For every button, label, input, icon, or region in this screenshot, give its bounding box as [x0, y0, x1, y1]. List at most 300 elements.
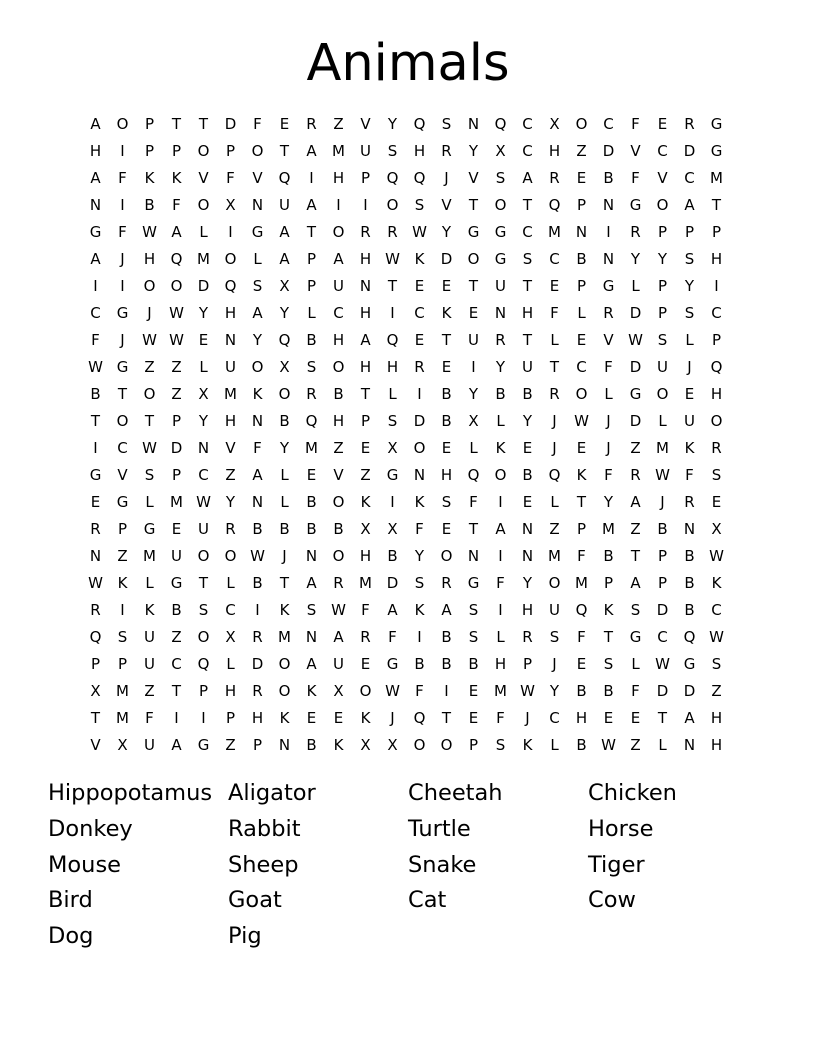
- grid-letter[interactable]: G: [89, 466, 102, 484]
- grid-letter[interactable]: P: [252, 736, 263, 754]
- grid-letter[interactable]: K: [360, 709, 371, 727]
- grid-letter[interactable]: C: [549, 250, 560, 268]
- grid-letter[interactable]: G: [116, 493, 129, 511]
- grid-letter[interactable]: Y: [657, 250, 668, 268]
- grid-letter[interactable]: O: [197, 547, 210, 565]
- grid-letter[interactable]: P: [684, 223, 695, 241]
- grid-letter[interactable]: H: [710, 250, 723, 268]
- grid-letter[interactable]: N: [359, 277, 372, 295]
- grid-letter[interactable]: L: [253, 250, 262, 268]
- grid-letter[interactable]: B: [684, 547, 695, 565]
- grid-letter[interactable]: U: [468, 331, 479, 349]
- grid-letter[interactable]: M: [656, 439, 669, 457]
- grid-letter[interactable]: K: [144, 601, 155, 619]
- grid-letter[interactable]: D: [602, 142, 615, 160]
- grid-letter[interactable]: G: [251, 223, 264, 241]
- grid-letter[interactable]: P: [603, 574, 614, 592]
- grid-letter[interactable]: Z: [549, 520, 560, 538]
- grid-letter[interactable]: U: [333, 277, 344, 295]
- grid-letter[interactable]: L: [145, 574, 154, 592]
- grid-letter[interactable]: E: [306, 709, 317, 727]
- grid-letter[interactable]: U: [225, 358, 236, 376]
- grid-letter[interactable]: C: [198, 466, 209, 484]
- grid-letter[interactable]: A: [90, 250, 101, 268]
- grid-letter[interactable]: H: [413, 142, 426, 160]
- grid-letter[interactable]: C: [117, 439, 128, 457]
- grid-letter[interactable]: H: [89, 142, 102, 160]
- grid-letter[interactable]: S: [630, 601, 641, 619]
- grid-letter[interactable]: O: [116, 115, 129, 133]
- grid-letter[interactable]: P: [657, 277, 668, 295]
- grid-letter[interactable]: I: [390, 493, 395, 511]
- grid-letter[interactable]: X: [387, 520, 398, 538]
- grid-letter[interactable]: V: [225, 439, 236, 457]
- grid-letter[interactable]: N: [467, 115, 480, 133]
- grid-letter[interactable]: O: [332, 547, 345, 565]
- grid-letter[interactable]: B: [576, 736, 587, 754]
- grid-letter[interactable]: O: [143, 385, 156, 403]
- grid-letter[interactable]: W: [142, 439, 157, 457]
- grid-letter[interactable]: U: [522, 358, 533, 376]
- grid-letter[interactable]: H: [224, 412, 237, 430]
- grid-letter[interactable]: C: [522, 142, 533, 160]
- grid-letter[interactable]: J: [147, 304, 152, 322]
- grid-letter[interactable]: Y: [549, 682, 560, 700]
- grid-letter[interactable]: P: [144, 115, 155, 133]
- grid-letter[interactable]: S: [387, 142, 398, 160]
- grid-letter[interactable]: F: [496, 709, 505, 727]
- grid-letter[interactable]: Z: [171, 358, 182, 376]
- grid-letter[interactable]: G: [467, 223, 480, 241]
- grid-letter[interactable]: E: [414, 331, 425, 349]
- grid-letter[interactable]: G: [116, 304, 129, 322]
- grid-letter[interactable]: D: [629, 358, 642, 376]
- grid-letter[interactable]: K: [333, 736, 344, 754]
- grid-letter[interactable]: W: [412, 223, 427, 241]
- grid-letter[interactable]: S: [684, 304, 695, 322]
- grid-letter[interactable]: B: [279, 520, 290, 538]
- grid-letter[interactable]: I: [336, 196, 341, 214]
- grid-letter[interactable]: Q: [548, 466, 561, 484]
- grid-letter[interactable]: F: [631, 682, 640, 700]
- grid-letter[interactable]: P: [171, 466, 182, 484]
- grid-letter[interactable]: F: [388, 628, 397, 646]
- grid-letter[interactable]: H: [710, 709, 723, 727]
- grid-letter[interactable]: J: [552, 439, 557, 457]
- grid-letter[interactable]: M: [494, 682, 507, 700]
- grid-letter[interactable]: X: [360, 520, 371, 538]
- grid-letter[interactable]: L: [226, 574, 235, 592]
- grid-letter[interactable]: Z: [333, 439, 344, 457]
- grid-letter[interactable]: Z: [576, 142, 587, 160]
- grid-letter[interactable]: U: [198, 520, 209, 538]
- grid-letter[interactable]: T: [171, 115, 182, 133]
- grid-letter[interactable]: Q: [170, 250, 183, 268]
- grid-letter[interactable]: B: [603, 682, 614, 700]
- grid-letter[interactable]: A: [171, 223, 182, 241]
- grid-letter[interactable]: F: [604, 358, 613, 376]
- grid-letter[interactable]: O: [251, 358, 264, 376]
- grid-letter[interactable]: L: [577, 304, 586, 322]
- grid-letter[interactable]: C: [90, 304, 101, 322]
- grid-letter[interactable]: O: [224, 250, 237, 268]
- grid-letter[interactable]: D: [413, 412, 426, 430]
- grid-letter[interactable]: K: [144, 169, 155, 187]
- grid-letter[interactable]: N: [278, 736, 291, 754]
- grid-letter[interactable]: N: [494, 304, 507, 322]
- grid-letter[interactable]: L: [145, 493, 154, 511]
- grid-letter[interactable]: Q: [683, 628, 696, 646]
- grid-letter[interactable]: T: [387, 277, 398, 295]
- grid-letter[interactable]: L: [388, 385, 397, 403]
- grid-letter[interactable]: I: [498, 493, 503, 511]
- grid-letter[interactable]: B: [279, 412, 290, 430]
- grid-letter[interactable]: O: [116, 412, 129, 430]
- grid-letter[interactable]: Y: [225, 493, 236, 511]
- grid-letter[interactable]: W: [88, 358, 103, 376]
- grid-letter[interactable]: Y: [495, 358, 506, 376]
- grid-letter[interactable]: V: [468, 169, 479, 187]
- grid-letter[interactable]: E: [198, 331, 209, 349]
- grid-letter[interactable]: E: [333, 709, 344, 727]
- grid-letter[interactable]: J: [660, 493, 665, 511]
- grid-letter[interactable]: I: [174, 709, 179, 727]
- grid-letter[interactable]: Q: [278, 169, 291, 187]
- grid-letter[interactable]: Y: [279, 304, 290, 322]
- grid-letter[interactable]: W: [169, 331, 184, 349]
- grid-letter[interactable]: O: [386, 196, 399, 214]
- grid-letter[interactable]: P: [657, 574, 668, 592]
- grid-letter[interactable]: M: [305, 439, 318, 457]
- grid-letter[interactable]: H: [494, 655, 507, 673]
- grid-letter[interactable]: A: [306, 142, 317, 160]
- grid-letter[interactable]: B: [603, 169, 614, 187]
- grid-letter[interactable]: I: [606, 223, 611, 241]
- grid-letter[interactable]: P: [90, 655, 101, 673]
- grid-letter[interactable]: D: [656, 601, 669, 619]
- grid-letter[interactable]: U: [171, 547, 182, 565]
- grid-letter[interactable]: W: [142, 223, 157, 241]
- grid-letter[interactable]: X: [225, 628, 236, 646]
- grid-letter[interactable]: O: [332, 223, 345, 241]
- grid-letter[interactable]: Q: [386, 331, 399, 349]
- grid-letter[interactable]: S: [657, 331, 668, 349]
- grid-letter[interactable]: Y: [522, 574, 533, 592]
- grid-letter[interactable]: I: [120, 277, 125, 295]
- grid-letter[interactable]: M: [116, 709, 129, 727]
- grid-letter[interactable]: P: [306, 250, 317, 268]
- grid-letter[interactable]: R: [333, 574, 344, 592]
- grid-letter[interactable]: T: [603, 628, 614, 646]
- grid-letter[interactable]: L: [280, 466, 289, 484]
- grid-letter[interactable]: F: [118, 223, 127, 241]
- grid-letter[interactable]: R: [360, 628, 371, 646]
- grid-letter[interactable]: T: [522, 196, 533, 214]
- grid-letter[interactable]: I: [228, 223, 233, 241]
- grid-letter[interactable]: O: [656, 385, 669, 403]
- grid-letter[interactable]: X: [225, 196, 236, 214]
- grid-letter[interactable]: M: [710, 169, 723, 187]
- grid-letter[interactable]: X: [279, 358, 290, 376]
- grid-letter[interactable]: C: [684, 169, 695, 187]
- grid-letter[interactable]: O: [359, 682, 372, 700]
- grid-letter[interactable]: D: [251, 655, 264, 673]
- grid-letter[interactable]: E: [360, 655, 371, 673]
- grid-letter[interactable]: F: [685, 466, 694, 484]
- grid-letter[interactable]: M: [224, 385, 237, 403]
- grid-letter[interactable]: O: [251, 142, 264, 160]
- grid-letter[interactable]: B: [495, 385, 506, 403]
- grid-letter[interactable]: N: [521, 547, 534, 565]
- grid-letter[interactable]: K: [414, 601, 425, 619]
- grid-letter[interactable]: V: [90, 736, 101, 754]
- grid-letter[interactable]: O: [170, 277, 183, 295]
- grid-letter[interactable]: R: [441, 574, 452, 592]
- grid-letter[interactable]: N: [224, 331, 237, 349]
- grid-letter[interactable]: A: [306, 655, 317, 673]
- grid-letter[interactable]: Q: [413, 115, 426, 133]
- grid-letter[interactable]: X: [387, 439, 398, 457]
- grid-letter[interactable]: A: [441, 601, 452, 619]
- grid-letter[interactable]: Q: [494, 115, 507, 133]
- grid-letter[interactable]: O: [575, 115, 588, 133]
- grid-letter[interactable]: M: [548, 223, 561, 241]
- grid-letter[interactable]: E: [468, 682, 479, 700]
- grid-letter[interactable]: H: [548, 142, 561, 160]
- grid-letter[interactable]: B: [441, 628, 452, 646]
- grid-letter[interactable]: B: [306, 520, 317, 538]
- grid-letter[interactable]: A: [171, 736, 182, 754]
- grid-letter[interactable]: O: [467, 250, 480, 268]
- grid-letter[interactable]: B: [306, 736, 317, 754]
- grid-letter[interactable]: C: [711, 601, 722, 619]
- grid-letter[interactable]: I: [417, 385, 422, 403]
- grid-letter[interactable]: N: [251, 493, 264, 511]
- grid-letter[interactable]: L: [469, 439, 478, 457]
- grid-letter[interactable]: W: [709, 547, 724, 565]
- grid-letter[interactable]: R: [252, 628, 263, 646]
- grid-letter[interactable]: H: [710, 385, 723, 403]
- grid-letter[interactable]: H: [710, 736, 723, 754]
- grid-letter[interactable]: F: [415, 520, 424, 538]
- grid-letter[interactable]: A: [333, 628, 344, 646]
- grid-letter[interactable]: J: [390, 709, 395, 727]
- grid-letter[interactable]: I: [93, 439, 98, 457]
- grid-letter[interactable]: N: [89, 196, 102, 214]
- grid-letter[interactable]: E: [468, 709, 479, 727]
- grid-letter[interactable]: N: [602, 196, 615, 214]
- grid-letter[interactable]: B: [576, 682, 587, 700]
- grid-letter[interactable]: R: [306, 385, 317, 403]
- grid-letter[interactable]: B: [522, 385, 533, 403]
- grid-letter[interactable]: B: [414, 655, 425, 673]
- grid-letter[interactable]: T: [576, 493, 587, 511]
- grid-letter[interactable]: N: [683, 520, 696, 538]
- grid-letter[interactable]: G: [89, 223, 102, 241]
- grid-letter[interactable]: V: [117, 466, 128, 484]
- grid-letter[interactable]: Q: [278, 331, 291, 349]
- grid-letter[interactable]: J: [606, 439, 611, 457]
- grid-letter[interactable]: R: [522, 628, 533, 646]
- grid-letter[interactable]: T: [522, 277, 533, 295]
- grid-letter[interactable]: T: [360, 385, 371, 403]
- grid-letter[interactable]: L: [280, 493, 289, 511]
- grid-letter[interactable]: R: [306, 115, 317, 133]
- grid-letter[interactable]: I: [120, 142, 125, 160]
- grid-letter[interactable]: F: [469, 493, 478, 511]
- grid-letter[interactable]: C: [522, 115, 533, 133]
- grid-letter[interactable]: A: [684, 196, 695, 214]
- grid-letter[interactable]: R: [252, 682, 263, 700]
- grid-letter[interactable]: K: [441, 304, 452, 322]
- grid-letter[interactable]: P: [171, 412, 182, 430]
- grid-letter[interactable]: D: [656, 682, 669, 700]
- grid-letter[interactable]: L: [604, 385, 613, 403]
- grid-letter[interactable]: G: [143, 520, 156, 538]
- grid-letter[interactable]: D: [440, 250, 453, 268]
- grid-letter[interactable]: T: [90, 709, 101, 727]
- grid-letter[interactable]: C: [576, 358, 587, 376]
- grid-letter[interactable]: E: [441, 277, 452, 295]
- grid-letter[interactable]: S: [603, 655, 614, 673]
- grid-letter[interactable]: Z: [630, 520, 641, 538]
- grid-letter[interactable]: C: [657, 142, 668, 160]
- grid-letter[interactable]: G: [494, 250, 507, 268]
- grid-letter[interactable]: O: [494, 466, 507, 484]
- grid-letter[interactable]: E: [414, 277, 425, 295]
- grid-letter[interactable]: O: [278, 682, 291, 700]
- grid-letter[interactable]: B: [90, 385, 101, 403]
- grid-letter[interactable]: Y: [252, 331, 263, 349]
- grid-letter[interactable]: L: [226, 655, 235, 673]
- grid-letter[interactable]: P: [144, 142, 155, 160]
- grid-letter[interactable]: H: [521, 304, 534, 322]
- grid-letter[interactable]: K: [252, 385, 263, 403]
- grid-letter[interactable]: H: [359, 250, 372, 268]
- grid-letter[interactable]: F: [91, 331, 100, 349]
- grid-letter[interactable]: P: [171, 142, 182, 160]
- grid-letter[interactable]: Y: [387, 115, 398, 133]
- grid-letter[interactable]: U: [549, 601, 560, 619]
- grid-letter[interactable]: M: [332, 142, 345, 160]
- grid-letter[interactable]: N: [251, 412, 264, 430]
- grid-letter[interactable]: M: [116, 682, 129, 700]
- grid-letter[interactable]: S: [387, 412, 398, 430]
- grid-letter[interactable]: Y: [684, 277, 695, 295]
- grid-letter[interactable]: W: [331, 601, 346, 619]
- grid-letter[interactable]: F: [550, 304, 559, 322]
- grid-letter[interactable]: L: [631, 655, 640, 673]
- grid-letter[interactable]: S: [468, 628, 479, 646]
- grid-letter[interactable]: G: [116, 358, 129, 376]
- grid-letter[interactable]: U: [144, 736, 155, 754]
- grid-letter[interactable]: C: [522, 223, 533, 241]
- grid-letter[interactable]: C: [549, 709, 560, 727]
- grid-letter[interactable]: K: [279, 709, 290, 727]
- grid-letter[interactable]: E: [576, 169, 587, 187]
- grid-letter[interactable]: O: [197, 196, 210, 214]
- grid-letter[interactable]: U: [144, 655, 155, 673]
- grid-letter[interactable]: U: [279, 196, 290, 214]
- grid-letter[interactable]: R: [684, 115, 695, 133]
- grid-letter[interactable]: J: [552, 655, 557, 673]
- grid-letter[interactable]: F: [415, 682, 424, 700]
- grid-letter[interactable]: U: [144, 628, 155, 646]
- grid-letter[interactable]: Q: [89, 628, 102, 646]
- grid-letter[interactable]: V: [630, 142, 641, 160]
- grid-letter[interactable]: I: [93, 277, 98, 295]
- grid-letter[interactable]: R: [387, 223, 398, 241]
- grid-letter[interactable]: E: [711, 493, 722, 511]
- grid-letter[interactable]: G: [602, 277, 615, 295]
- grid-letter[interactable]: A: [279, 223, 290, 241]
- grid-letter[interactable]: T: [198, 115, 209, 133]
- grid-letter[interactable]: U: [495, 277, 506, 295]
- grid-letter[interactable]: N: [89, 547, 102, 565]
- grid-letter[interactable]: T: [441, 709, 452, 727]
- grid-letter[interactable]: B: [306, 331, 317, 349]
- grid-letter[interactable]: M: [575, 574, 588, 592]
- grid-letter[interactable]: K: [117, 574, 128, 592]
- grid-letter[interactable]: L: [199, 358, 208, 376]
- grid-letter[interactable]: Q: [467, 466, 480, 484]
- grid-letter[interactable]: L: [496, 628, 505, 646]
- grid-letter[interactable]: Y: [468, 142, 479, 160]
- grid-letter[interactable]: W: [88, 574, 103, 592]
- grid-letter[interactable]: G: [386, 655, 399, 673]
- grid-letter[interactable]: B: [657, 520, 668, 538]
- grid-letter[interactable]: T: [198, 574, 209, 592]
- grid-letter[interactable]: P: [225, 142, 236, 160]
- grid-letter[interactable]: R: [549, 169, 560, 187]
- grid-letter[interactable]: T: [279, 142, 290, 160]
- grid-letter[interactable]: K: [414, 493, 425, 511]
- grid-letter[interactable]: E: [630, 709, 641, 727]
- grid-letter[interactable]: B: [684, 574, 695, 592]
- grid-letter[interactable]: J: [282, 547, 287, 565]
- grid-letter[interactable]: R: [360, 223, 371, 241]
- grid-letter[interactable]: E: [576, 331, 587, 349]
- grid-letter[interactable]: O: [440, 736, 453, 754]
- grid-letter[interactable]: E: [684, 385, 695, 403]
- grid-letter[interactable]: W: [709, 628, 724, 646]
- grid-letter[interactable]: F: [226, 169, 235, 187]
- grid-letter[interactable]: C: [225, 601, 236, 619]
- grid-letter[interactable]: C: [657, 628, 668, 646]
- grid-letter[interactable]: H: [359, 358, 372, 376]
- grid-letter[interactable]: U: [333, 655, 344, 673]
- grid-letter[interactable]: X: [117, 736, 128, 754]
- grid-letter[interactable]: B: [306, 493, 317, 511]
- grid-letter[interactable]: C: [603, 115, 614, 133]
- grid-letter[interactable]: N: [413, 466, 426, 484]
- grid-letter[interactable]: K: [306, 682, 317, 700]
- grid-letter[interactable]: F: [496, 574, 505, 592]
- grid-letter[interactable]: M: [548, 547, 561, 565]
- grid-letter[interactable]: R: [549, 385, 560, 403]
- grid-letter[interactable]: P: [522, 655, 533, 673]
- grid-letter[interactable]: Y: [198, 412, 209, 430]
- grid-letter[interactable]: X: [549, 115, 560, 133]
- grid-letter[interactable]: W: [655, 466, 670, 484]
- grid-letter[interactable]: L: [307, 304, 316, 322]
- grid-letter[interactable]: S: [414, 574, 425, 592]
- grid-letter[interactable]: Y: [603, 493, 614, 511]
- grid-letter[interactable]: G: [683, 655, 696, 673]
- grid-letter[interactable]: K: [414, 250, 425, 268]
- grid-letter[interactable]: J: [444, 169, 449, 187]
- grid-letter[interactable]: B: [441, 412, 452, 430]
